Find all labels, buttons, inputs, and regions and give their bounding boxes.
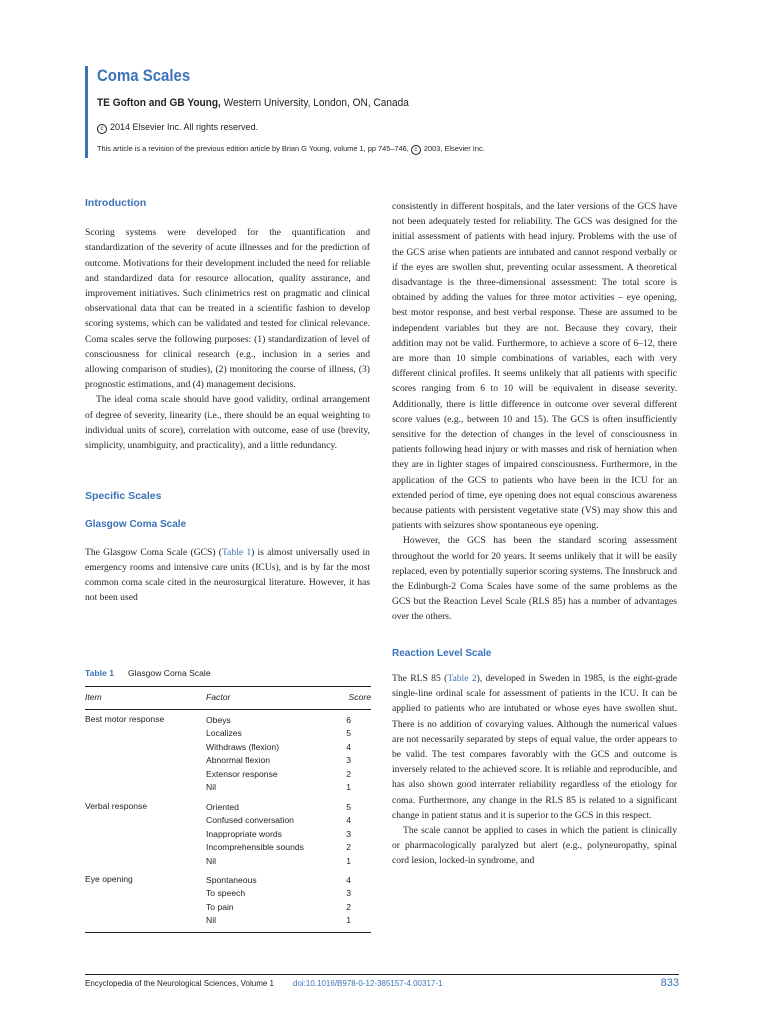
- table-2-link[interactable]: Table 2: [447, 672, 477, 684]
- table-factor-list: [206, 801, 304, 868]
- table-cell: Incomprehensible sounds: [206, 842, 304, 853]
- table-item-label: Verbal response: [85, 801, 148, 811]
- right-column: [392, 199, 677, 869]
- footer-doi-link[interactable]: doi:10.1016/B978-0-12-385157-4.00317-1: [293, 979, 443, 988]
- table-factor-list: [206, 874, 257, 928]
- table-cell: Nil: [206, 855, 217, 866]
- table-item-label: Best motor response: [85, 714, 165, 724]
- table-label: Table 1: [85, 668, 114, 678]
- table-cell: 3: [346, 755, 351, 766]
- gcs-paragraph-1: [85, 545, 370, 606]
- column-header-item: Item: [85, 692, 102, 702]
- table-score-list: [346, 714, 351, 794]
- table-header-rule: [85, 709, 371, 710]
- table-cell: 5: [346, 802, 351, 812]
- article-header: [85, 66, 685, 158]
- rls-paragraph-2: The scale cannot be applied to cases in which the patient is clinically or pharmacologically paralyzed but alert (e.g., polyneuropathy, spinal cord lesion, locked-in syndrome, and: [392, 824, 677, 867]
- introduction-heading: Introduction: [85, 197, 147, 209]
- table-cell: To speech: [206, 888, 246, 899]
- intro-paragraph-2: The ideal coma scale should have good validity, ordinal arrangement of degree of severity, linearity (i.e., there should be an equal weighting to individual units of score), correlation with outcome, ease of use (brevity, simplicity, unambiguity, and practicality), and a little redundancy.: [85, 394, 370, 452]
- table-cell: 4: [346, 741, 351, 752]
- table-cell: 4: [346, 815, 351, 826]
- author-line: [97, 97, 409, 109]
- column-header-factor: Factor: [206, 692, 231, 702]
- table-top-rule: [85, 686, 371, 687]
- table-cell: Obeys: [206, 715, 231, 725]
- page-footer: [85, 974, 679, 989]
- table-cell: 2: [346, 842, 351, 853]
- table-score-list: [346, 874, 351, 928]
- rls-paragraph-1: [392, 671, 677, 823]
- rls-heading: Reaction Level Scale: [392, 647, 492, 659]
- table-cell: Abnormal flexion: [206, 755, 271, 766]
- specific-scales-heading: Specific Scales: [85, 490, 162, 503]
- gcs-text-b: ) is almost universally used in emergency rooms and intensive care units (ICUs), and is by far the most common coma scale cited in the neurosurgical literature. However, it has not been used: [85, 546, 370, 604]
- left-column: [85, 196, 370, 605]
- table-cell: 2: [346, 768, 351, 779]
- table-factor-list: [206, 714, 279, 794]
- table-cell: Nil: [206, 781, 217, 792]
- table-cell: Oriented: [206, 802, 239, 812]
- intro-paragraph-1: Scoring systems were developed for the quantification and standardization of the severity of acute illnesses and for the prediction of outcome. Motivations for their development included the need for reliable and standardized data for resource allocation, quality assurance, and improvement initiatives. Such clinimetrics rest on pragmatic and clinical observational data that can be treated in a scientific fashion to develop scoring systems, which can be validated and tested for clinical relevance. Coma scales serve the following purposes: (1) standardization of level of consciousness for clinical research (e.g., inclusion in a series and allowing comparison of studies), (2) monitoring the course of illness, (3) prognostic estimations, and (4) management decisions.: [85, 227, 370, 391]
- footer-journal: Encyclopedia of the Neurological Sciences, Volume 1: [85, 979, 274, 988]
- gcs-heading: Glasgow Coma Scale: [85, 519, 187, 531]
- revision-text-b: 2003, Elsevier Inc.: [423, 144, 485, 153]
- table-item-label: Eye opening: [85, 874, 133, 884]
- table-cell: Extensor response: [206, 768, 278, 779]
- table-cell: Confused conversation: [206, 815, 294, 826]
- article-title: Coma Scales: [97, 66, 191, 85]
- table-cell: 6: [346, 715, 351, 725]
- copyright-text: 2014 Elsevier Inc. All rights reserved.: [110, 122, 259, 132]
- table-cell: Spontaneous: [206, 875, 257, 885]
- table-cell: Nil: [206, 915, 217, 926]
- table-cell: 3: [346, 888, 351, 899]
- table-cell: To pain: [206, 901, 234, 912]
- rls-text-a: The RLS 85 (: [392, 672, 448, 684]
- table-cell: 1: [346, 915, 351, 926]
- table-score-list: [346, 801, 351, 868]
- page-number: 833: [660, 977, 679, 989]
- table-cell: 5: [346, 728, 351, 739]
- author-names: TE Gofton and GB Young,: [97, 97, 221, 109]
- table-cell: 2: [346, 901, 351, 912]
- author-affiliation: Western University, London, ON, Canada: [220, 97, 409, 109]
- gcs-text-a: The Glasgow Coma Scale (GCS) (: [85, 546, 222, 558]
- table-cell: 1: [346, 855, 351, 866]
- table-1-link[interactable]: Table 1: [221, 546, 252, 558]
- gcs-paragraph-3: However, the GCS has been the standard scoring assessment throughout the world for 20 years. It seems unlikely that it will be easily replaced, even by potentially superior scoring systems. The Innsbruck and the Edinburgh-2 Coma Scales have some of the same problems as the GCS but the Reaction Level Scale (RLS 85) has a number of advantages over the others.: [392, 535, 677, 623]
- table-cell: Withdraws (flexion): [206, 741, 280, 752]
- copyright-icon: c: [411, 145, 421, 155]
- gcs-paragraph-2: consistently in different hospitals, and the later versions of the GCS have not been adequately tested for reliability. The GCS was designed for the initial assessment of patients with head injury. Problems with the use of the GCS arise when patients are intubated and cannot respond verbally or if the eyes are swollen shut, preventing ocular assessment. A theoretical disadvantage is the three-dimensional assessment: The total score is obtained by adding the values for three motor activities – eye opening, best motor response, and best verbal response. These are assumed to be independent variables but they are not. Because they covary, their addition may not be valid. Furthermore, to achieve a score of 6–12, there are more than 10 simple combinations of variables, each with very different clinical profiles. It seems unlikely that all patients with specific scores ranging from 6 to 10 will be equivalent in disease severity. Additionally, there is little difference in outcome over several different score values (e.g., between 10 and 15). The GCS is often insufficiently sensitive for the detection of changes in the level of consciousness in patients following head injury or with masses and risk of herniation when they are in lighter stages of impaired consciousness. Furthermore, in the application of the GCS to patients who have been in the ICU for an extended period of time, eye opening does not equal conscious awareness because patients with persistent vegetative state (VS) may show this and patients with seizures show spontaneous eye opening.: [392, 201, 677, 532]
- copyright-icon: c: [97, 124, 107, 134]
- table-bottom-rule: [85, 932, 371, 933]
- table-cell: 3: [346, 828, 351, 839]
- table-cell: 4: [346, 875, 351, 885]
- revision-text-a: This article is a revision of the previous edition article by Brian G Young, volume 1, pp 745–746,: [97, 144, 409, 153]
- revision-note: [97, 144, 485, 155]
- table-cell: Inappropriate words: [206, 828, 282, 839]
- rls-text-b: ), developed in Sweden in 1985, is the eight-grade single-line ordinal scale for assessment of patients in the ICU. It can be applied to patients who are intubated or whose eyes have swollen shut. There is no addition of covarying values. Although the numerical values are not necessarily separated by steps of equal value, the order appears to be valid. The test compares favorably with the GCS and outcome is inversely related to the achieved score. It is reliable and reproducible, and has also shown good interrater reliability regardless of the etiology for coma. Furthermore, any change in the RLS 85 is related to a significant change in patient status and it is superior to the GCS in this respect.: [392, 672, 677, 821]
- column-header-score: Score: [348, 692, 371, 702]
- copyright-line: [97, 122, 258, 134]
- table-title: Glasgow Coma Scale: [127, 668, 211, 678]
- table-cell: Localizes: [206, 728, 242, 739]
- table-cell: 1: [346, 781, 351, 792]
- table-caption: [85, 668, 211, 678]
